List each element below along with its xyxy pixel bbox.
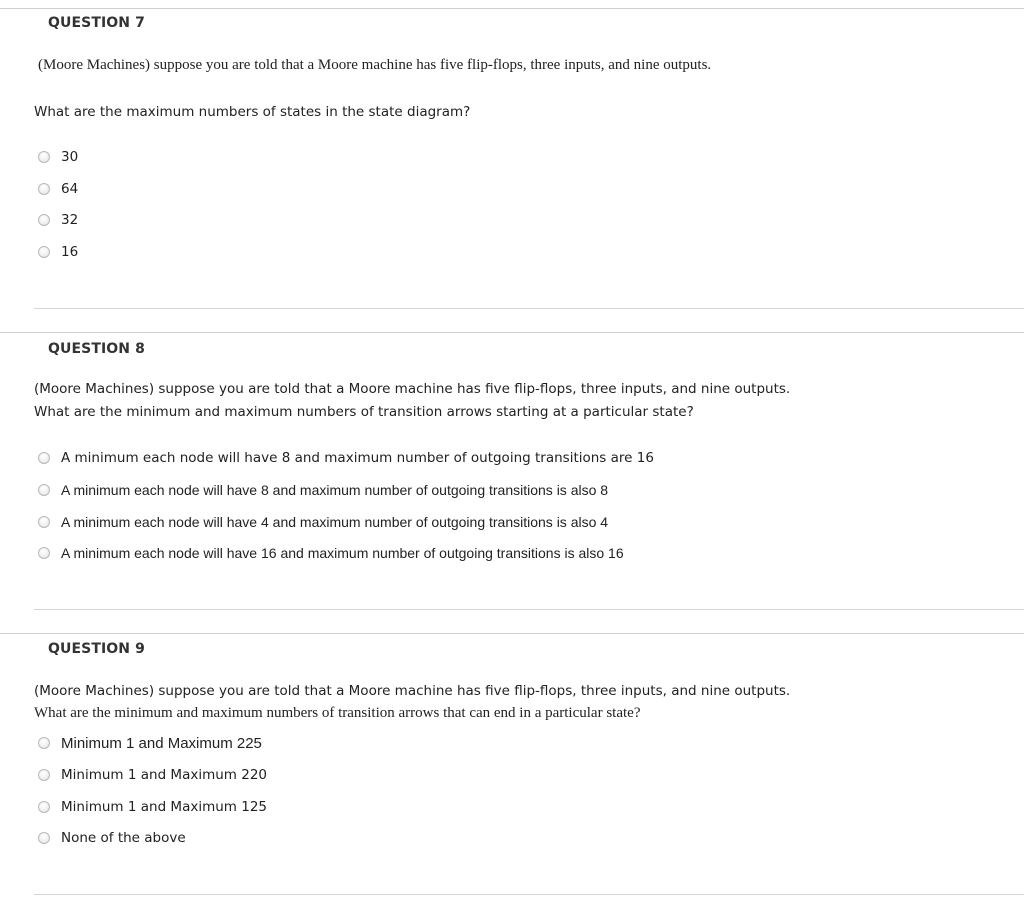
radio-button[interactable]: [38, 769, 50, 781]
radio-button[interactable]: [38, 484, 50, 496]
section-divider-top: [0, 633, 1024, 634]
option-label: A minimum each node will have 8 and maximum number of outgoing transitions are 16: [61, 450, 654, 466]
answer-option[interactable]: [38, 766, 267, 784]
radio-button[interactable]: [38, 214, 50, 226]
question-text-line-2: What are the minimum and maximum numbers of transition arrows starting at a particular state?: [34, 404, 694, 420]
radio-button[interactable]: [38, 801, 50, 813]
question-text-line-1: (Moore Machines) suppose you are told that a Moore machine has five flip-flops, three inputs, and nine outputs.: [34, 683, 791, 699]
section-divider-top: [0, 332, 1024, 333]
answer-option[interactable]: [38, 211, 78, 229]
answer-option[interactable]: [38, 544, 624, 562]
option-label: A minimum each node will have 16 and maximum number of outgoing transitions is also 16: [61, 545, 624, 561]
radio-button[interactable]: [38, 183, 50, 195]
answer-option[interactable]: [38, 180, 78, 198]
option-label: None of the above: [61, 830, 186, 846]
question-text-line-1: (Moore Machines) suppose you are told that a Moore machine has five flip-flops, three inputs, and nine outputs.: [34, 381, 791, 397]
option-label: 30: [61, 149, 79, 165]
option-label: 16: [61, 244, 79, 260]
question-text-line-2: What are the maximum numbers of states in the state diagram?: [34, 104, 471, 120]
question-title: QUESTION 7: [48, 15, 145, 31]
answer-option[interactable]: [38, 734, 262, 752]
radio-button[interactable]: [38, 452, 50, 464]
question-title: QUESTION 9: [48, 641, 145, 657]
radio-button[interactable]: [38, 151, 50, 163]
section-divider-bottom: [34, 609, 1024, 610]
answer-option[interactable]: [38, 513, 608, 531]
answer-option[interactable]: [38, 148, 78, 166]
answer-option[interactable]: [38, 829, 186, 847]
answer-option[interactable]: [38, 481, 608, 499]
option-label: Minimum 1 and Maximum 225: [61, 734, 262, 752]
radio-button[interactable]: [38, 832, 50, 844]
radio-button[interactable]: [38, 516, 50, 528]
option-label: A minimum each node will have 4 and maximum number of outgoing transitions is also 4: [61, 514, 609, 530]
radio-button[interactable]: [38, 737, 50, 749]
option-label: Minimum 1 and Maximum 220: [61, 767, 268, 783]
radio-button[interactable]: [38, 547, 50, 559]
option-label: 32: [61, 212, 79, 228]
question-title: QUESTION 8: [48, 341, 145, 357]
option-label: 64: [61, 181, 79, 197]
option-label: Minimum 1 and Maximum 125: [61, 799, 268, 815]
answer-option[interactable]: [38, 449, 654, 467]
answer-option[interactable]: [38, 243, 78, 261]
section-divider-bottom: [34, 308, 1024, 309]
section-divider-top: [0, 8, 1024, 9]
question-text-line-1: (Moore Machines) suppose you are told that a Moore machine has five flip-flops, three inputs, and nine outputs.: [38, 57, 712, 73]
question-text-line-2: What are the minimum and maximum numbers of transition arrows that can end in a particular state?: [34, 705, 641, 721]
section-divider-bottom: [34, 894, 1024, 895]
radio-button[interactable]: [38, 246, 50, 258]
option-label: A minimum each node will have 8 and maximum number of outgoing transitions is also 8: [61, 482, 609, 498]
answer-option[interactable]: [38, 798, 267, 816]
